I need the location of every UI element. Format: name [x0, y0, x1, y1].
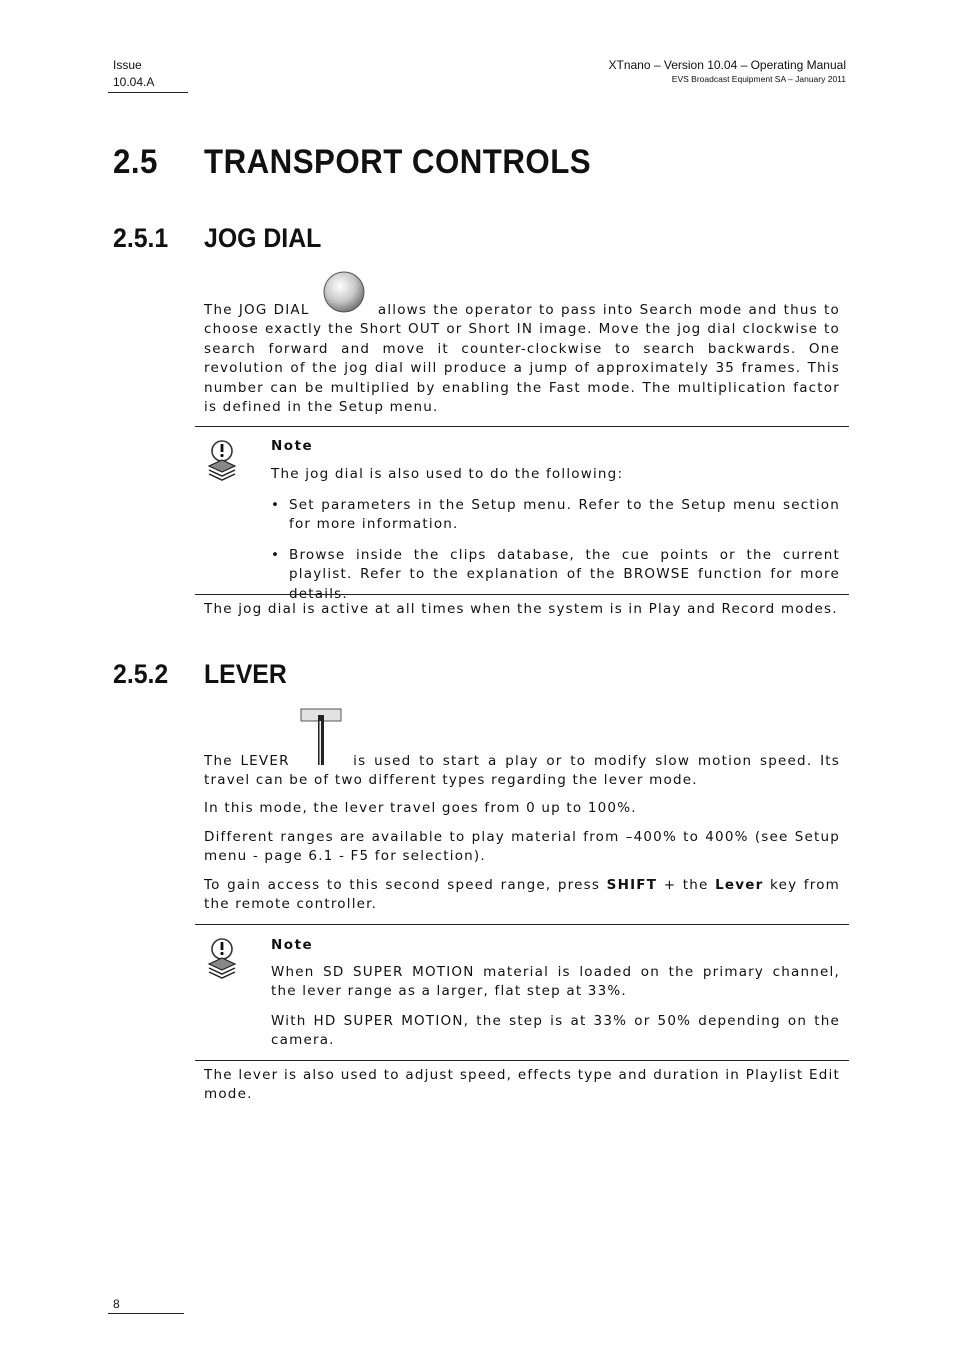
- lever-para3: Different ranges are available to play material from –400% to 400% (see Setup menu - page 6.1 - F5 for selection).: [204, 829, 840, 865]
- note-person-icon: [204, 936, 240, 982]
- lever-icon: [297, 751, 345, 771]
- issue-number: 10.04.A: [113, 75, 155, 89]
- list-item: • Set parameters in the Setup menu. Refer to the Setup menu section for more information.: [271, 497, 840, 533]
- jog-note-top-rule: [195, 426, 849, 427]
- lever-para4: To gain access to this second speed range, press SHIFT + the Lever key from the remote controller.: [204, 877, 841, 913]
- jog-note-title: Note: [271, 438, 314, 454]
- jog-paragraph: [204, 300, 840, 417]
- footer-rule: [108, 1313, 184, 1314]
- subsection-title-jog: JOG DIAL: [204, 223, 322, 253]
- subsection-number-lever: 2.5.2: [113, 659, 169, 689]
- lever-para2: In this mode, the lever travel goes from 0 up to 100%.: [204, 800, 637, 816]
- lever-note-top-rule: [195, 924, 849, 925]
- doc-subtitle: EVS Broadcast Equipment SA – January 2011: [671, 74, 846, 84]
- note-person-icon: [204, 438, 240, 484]
- jog-para-rest: allows the operator to pass into Search mode and thus to choose exactly the Short OUT or Short IN image. Move the jog dial clockwise to search forward and move it counter-clockwise to search backwards. One revolution of the jog dial will produce a jump of approximately 35 frames. This number can be multiplied by enabling the Fast mode. The multiplication factor is defined in the Setup menu.: [204, 302, 840, 416]
- section-number: 2.5: [113, 143, 158, 181]
- lever-note-p1: When SD SUPER MOTION material is loaded on the primary channel, the lever range as a larger, flat step at 33%.: [271, 964, 840, 1000]
- jog-dial-icon: [320, 300, 368, 320]
- section-title: TRANSPORT CONTROLS: [204, 143, 592, 181]
- lever-key: Lever: [715, 877, 764, 893]
- jog-note-intro: The jog dial is also used to do the following:: [271, 466, 624, 482]
- doc-title: XTnano – Version 10.04 – Operating Manual: [608, 58, 846, 72]
- lever-paragraph: [204, 751, 840, 791]
- subsection-title-lever: LEVER: [204, 659, 287, 689]
- shift-key: SHIFT: [606, 877, 658, 893]
- lever-note-title: Note: [271, 937, 314, 953]
- subsection-number-jog: 2.5.1: [113, 223, 169, 253]
- lever-note-bottom-rule: [195, 1060, 849, 1061]
- lever-para-start: The LEVER: [204, 753, 290, 769]
- lever-para-rest: is used to start a play or to modify slow motion speed. Its travel can be of two different types regarding the lever mode.: [204, 753, 840, 789]
- jog-para-start: The JOG DIAL: [204, 302, 310, 318]
- jog-note-bottom-rule: [195, 594, 849, 595]
- issue-label: Issue: [113, 58, 142, 72]
- lever-after-note: The lever is also used to adjust speed, effects type and duration in Playlist Edit mode.: [204, 1067, 840, 1103]
- jog-note-bullets: [271, 496, 840, 615]
- header-rule: [108, 92, 188, 93]
- list-item: • Browse inside the clips database, the cue points or the current playlist. Refer to the explanation of the BROWSE function for more details.: [271, 546, 840, 602]
- jog-after-note: The jog dial is active at all times when the system is in Play and Record modes.: [204, 601, 838, 617]
- page-number: 8: [113, 1297, 120, 1311]
- lever-note-p2: With HD SUPER MOTION, the step is at 33% or 50% depending on the camera.: [271, 1013, 840, 1049]
